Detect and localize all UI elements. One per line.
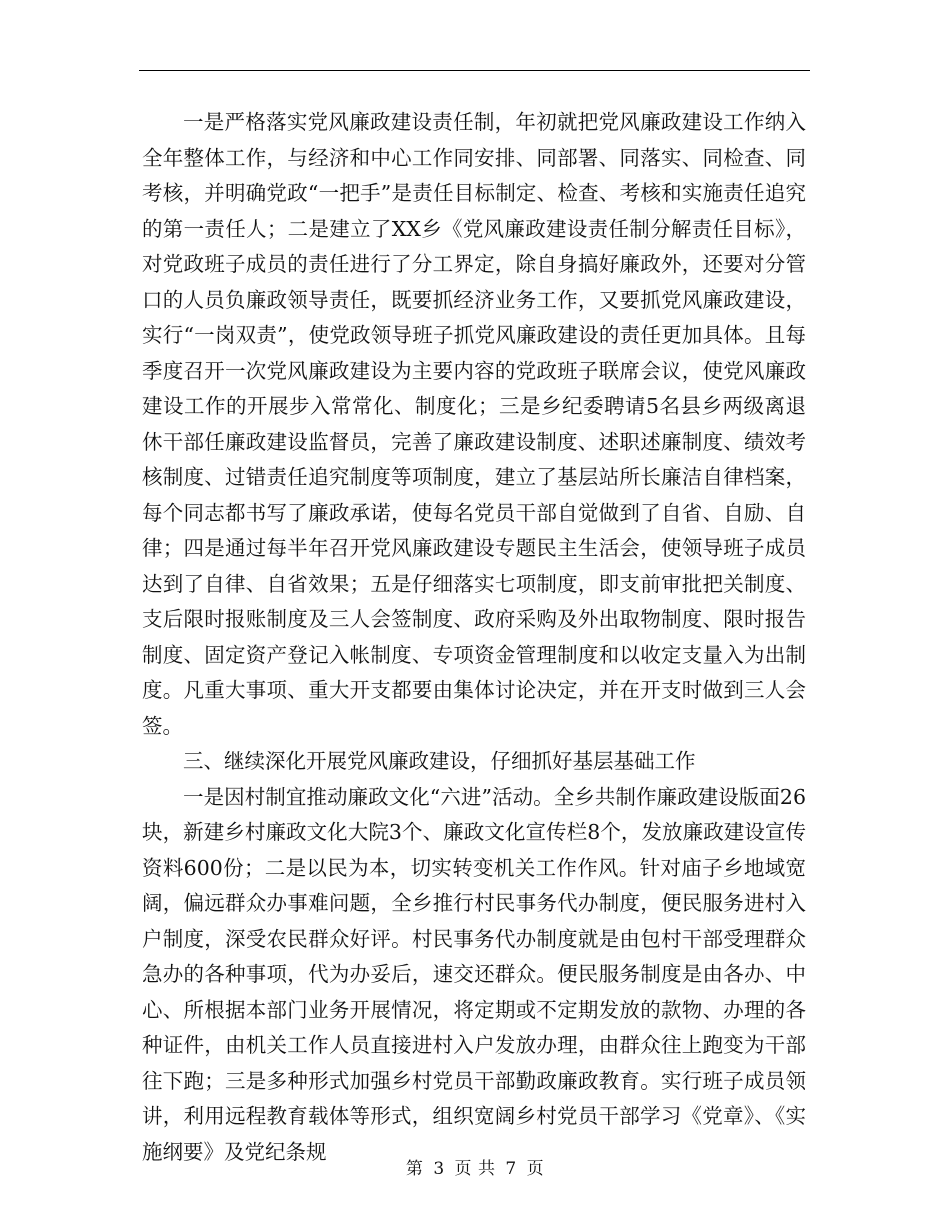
section-heading-three: 三、继续深化开展党风廉政建设，仔细抓好基层基础工作	[183, 749, 696, 773]
page-label-suffix: 页	[526, 1159, 545, 1179]
page-footer	[0, 1154, 950, 1179]
paragraph-responsibility-system: 一是严格落实党风廉政建设责任制，年初就把党风廉政建设工作纳入全年整体工作，与经济和中心工作同安排、同部署、同落实、同检查、同考核，并明确党政“一把手”是责任目标制定、检查、考核和实施责任追究的第一责任人；二是建立了XX乡《党风廉政建设责任制分解责任目标》，对党政班子成员的责任进行了分工界定，除自身搞好廉政外，还要对分管口的人员负廉政领导责任，既要抓经济业务工作，又要抓党风廉政建设，实行“一岗双责”，使党政领导班子抓党风廉政建设的责任更加具体。且每季度召开一次党风廉政建设为主要内容的党政班子联席会议，使党风廉政建设工作的开展步入常常化、制度化；三是乡纪委聘请5名县乡两级离退休干部任廉政建设监督员，完善了廉政建设制度、述职述廉制度、绩效考核制度、过错责任追究制度等项制度，建立了基层站所长廉洁自律档案，每个同志都书写了廉政承诺，使每名党员干部自觉做到了自省、自励、自律；四是通过每半年召开党风廉政建设专题民主生活会，使领导班子成员达到了自律、自省效果；五是仔细落实七项制度，即支前审批把关制度、支后限时报账制度及三人会签制度、政府采购及外出取物制度、限时报告制度、固定资产登记入帐制度、专项资金管理制度和以收定支量入为出制度。凡重大事项、重大开支都要由集体讨论决定，并在开支时做到三人会签。	[142, 110, 806, 738]
document-body	[142, 105, 806, 1170]
header-rule	[139, 70, 810, 71]
page-number-total: 7	[505, 1159, 517, 1179]
page-label-prefix: 第	[405, 1159, 424, 1179]
page-label-mid: 页 共	[454, 1159, 496, 1179]
page-number-current: 3	[433, 1159, 445, 1179]
paragraph-grassroots-work: 一是因村制宜推动廉政文化“六进”活动。全乡共制作廉政建设版面26块，新建乡村廉政文化大院3个、廉政文化宣传栏8个，发放廉政建设宣传资料600份；二是以民为本，切实转变机关工作作风。针对庙子乡地域宽阔，偏远群众办事难问题，全乡推行村民事务代办制度，便民服务进村入户制度，深受农民群众好评。村民事务代办制度就是由包村干部受理群众急办的各种事项，代为办妥后，速交还群众。便民服务制度是由各办、中心、所根据本部门业务开展情况，将定期或不定期发放的款物、办理的各种证件，由机关工作人员直接进村入户发放办理，由群众往上跑变为干部往下跑；三是多种形式加强乡村党员干部勤政廉政教育。实行班子成员领讲，利用远程教育载体等形式，组织宽阔乡村党员干部学习《党章》、《实施纲要》及党纪条规	[142, 784, 806, 1164]
